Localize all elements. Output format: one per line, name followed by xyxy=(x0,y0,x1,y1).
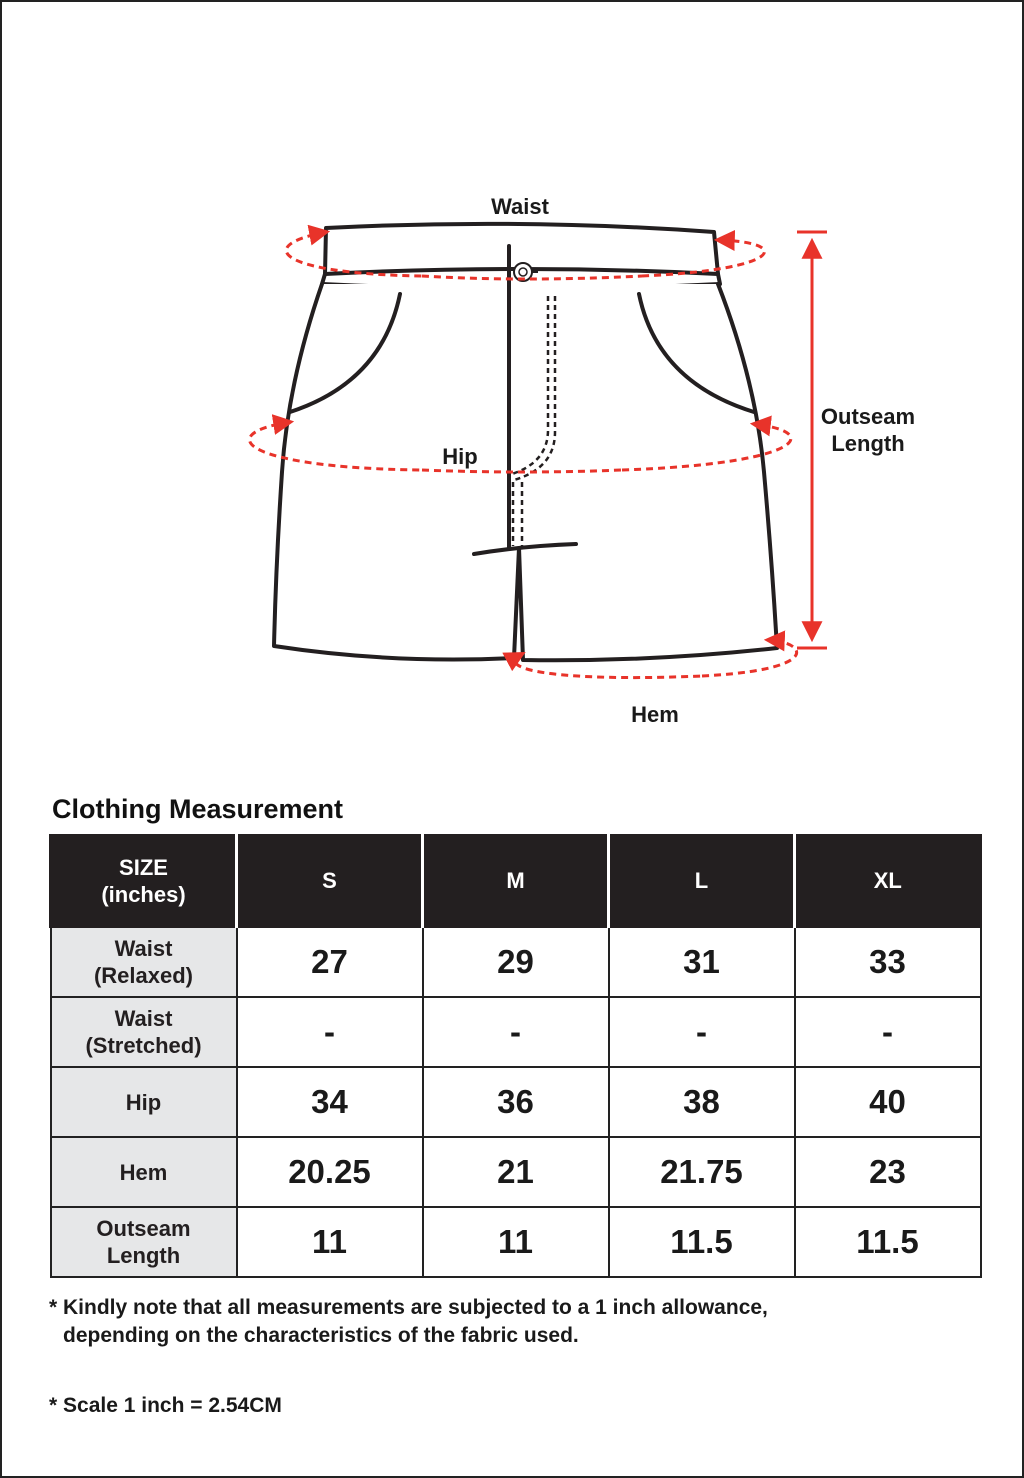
row-label xyxy=(51,927,237,997)
shorts-illustration xyxy=(274,224,777,660)
table-cell: - xyxy=(795,997,981,1067)
notes-section xyxy=(49,1294,979,1420)
table-cell: 11.5 xyxy=(609,1207,795,1277)
table-row-outseam-length xyxy=(51,1207,981,1277)
size-chart-table xyxy=(49,834,982,1278)
table-cell: 36 xyxy=(423,1067,609,1137)
row-label-line1: Hem xyxy=(119,1159,168,1185)
table-cell: 40 xyxy=(795,1067,981,1137)
size-header-s: S xyxy=(237,835,423,927)
outseam-measure-line xyxy=(797,232,827,648)
table-cell: - xyxy=(237,997,423,1067)
size-header-line2: (inches) xyxy=(101,882,186,907)
row-label-line1: Hip xyxy=(125,1089,162,1115)
table-row-hip xyxy=(51,1067,981,1137)
table-cell: 38 xyxy=(609,1067,795,1137)
allowance-note-line1: * Kindly note that all measurements are subjected to a 1 inch allowance, xyxy=(49,1296,768,1319)
table-cell: 31 xyxy=(609,927,795,997)
hem-label: Hem xyxy=(631,702,679,727)
allowance-note-line2: depending on the characteristics of the fabric used. xyxy=(63,1324,579,1347)
hip-label: Hip xyxy=(442,444,478,469)
size-header-xl: XL xyxy=(795,835,981,927)
outseam-label-line1: Outseam xyxy=(820,404,916,429)
table-cell: 29 xyxy=(423,927,609,997)
table-cell: 21.75 xyxy=(609,1137,795,1207)
row-label-line1: Outseam xyxy=(96,1216,191,1241)
size-header-line1: SIZE xyxy=(119,855,168,880)
table-cell: 11.5 xyxy=(795,1207,981,1277)
row-label-line2: (Stretched) xyxy=(85,1033,202,1058)
size-header-l: L xyxy=(609,835,795,927)
row-label-line1: Waist xyxy=(114,936,173,961)
table-title: Clothing Measurement xyxy=(52,794,344,824)
row-label-line2: (Relaxed) xyxy=(93,963,194,988)
table-cell: 11 xyxy=(423,1207,609,1277)
row-label xyxy=(51,1207,237,1277)
size-unit-header xyxy=(51,835,237,927)
table-row-waist-stretched xyxy=(51,997,981,1067)
table-cell: - xyxy=(423,997,609,1067)
row-label-line1: Waist xyxy=(114,1006,173,1031)
size-header-m: M xyxy=(423,835,609,927)
table-cell: 21 xyxy=(423,1137,609,1207)
table-cell: 27 xyxy=(237,927,423,997)
shorts-body-outline xyxy=(274,284,777,660)
table-cell: 34 xyxy=(237,1067,423,1137)
outseam-label-line2: Length xyxy=(831,431,905,456)
row-label xyxy=(51,1137,237,1207)
table-cell: - xyxy=(609,997,795,1067)
scale-note: * Scale 1 inch = 2.54CM xyxy=(49,1394,282,1417)
shorts-measurement-diagram xyxy=(2,2,1024,762)
table-cell: 33 xyxy=(795,927,981,997)
row-label xyxy=(51,1067,237,1137)
table-header-row xyxy=(51,835,981,927)
table-cell: 20.25 xyxy=(237,1137,423,1207)
waist-label: Waist xyxy=(491,194,549,219)
table-row-hem xyxy=(51,1137,981,1207)
table-cell: 23 xyxy=(795,1137,981,1207)
table-cell: 11 xyxy=(237,1207,423,1277)
row-label xyxy=(51,997,237,1067)
table-row-waist-relaxed xyxy=(51,927,981,997)
row-label-line2: Length xyxy=(106,1243,181,1268)
